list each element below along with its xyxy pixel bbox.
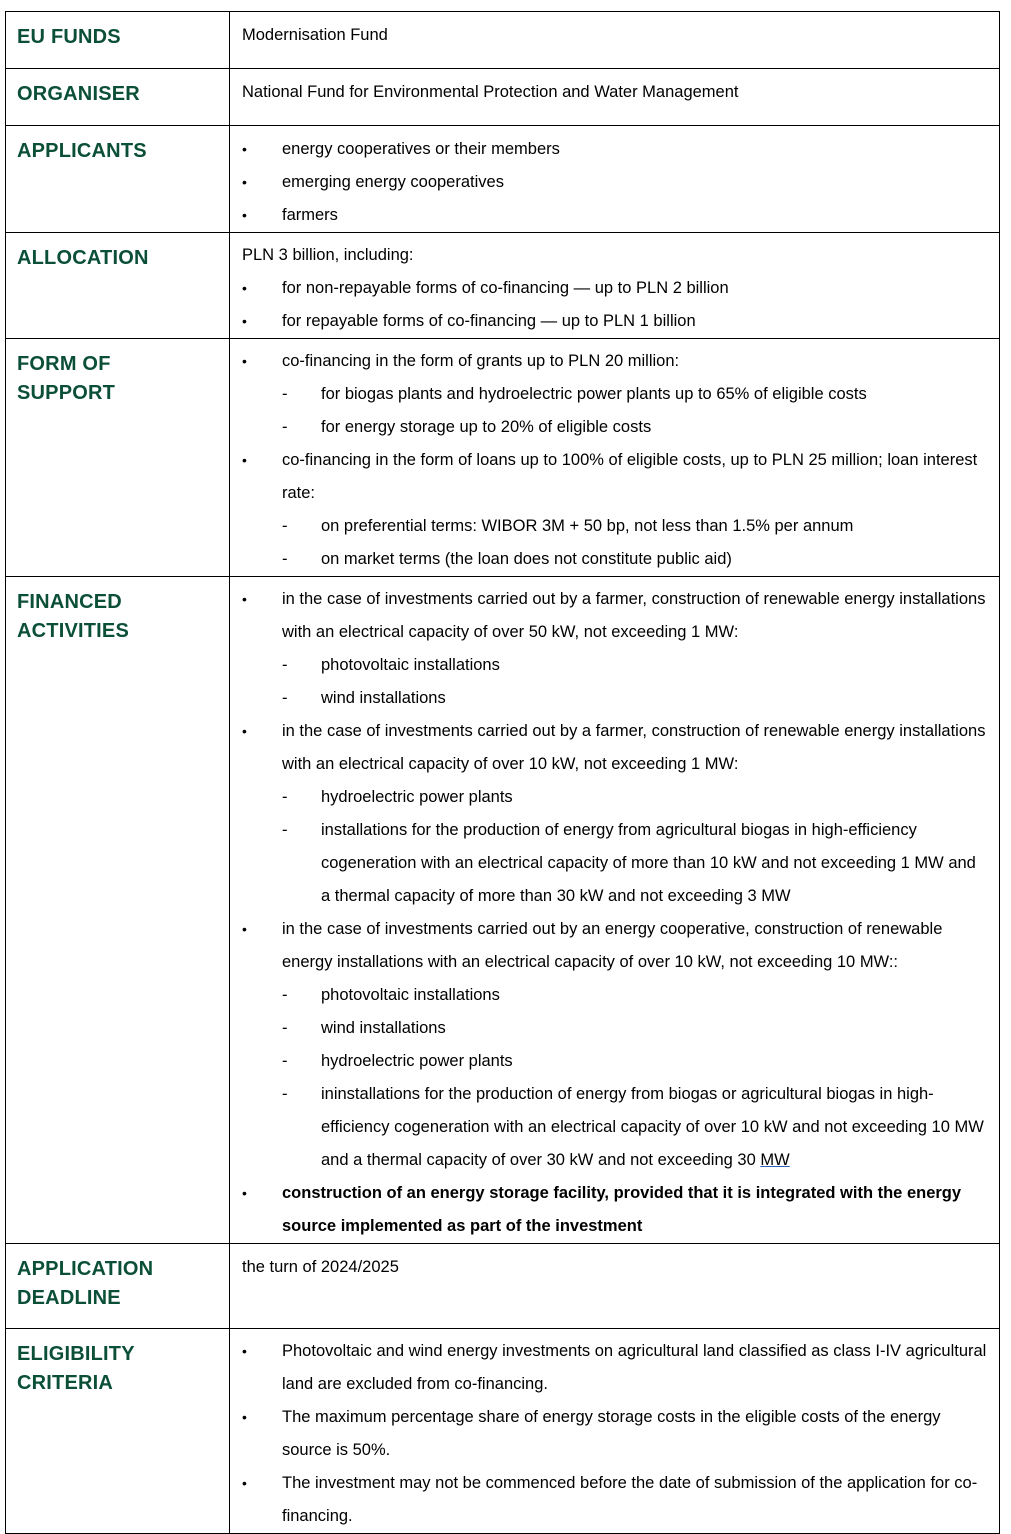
label-line: ACTIVITIES xyxy=(17,620,130,642)
sub-list-item xyxy=(282,979,987,1012)
sub-list-item xyxy=(282,1045,987,1078)
activity-sublist xyxy=(282,979,987,1177)
label-line: APPLICATION xyxy=(17,1258,154,1280)
list-item xyxy=(242,305,987,338)
sub-list-item xyxy=(282,1012,987,1045)
row-eligibility-criteria xyxy=(6,1329,1000,1534)
deadline-value: the turn of 2024/2025 xyxy=(242,1258,399,1276)
row-label-applicants: APPLICANTS xyxy=(17,140,147,162)
activity-sublist xyxy=(282,781,987,913)
label-cell xyxy=(6,1244,230,1329)
activity-text: in the case of investments carried out by a farmer, construction of renewable energy installations with an electrical capacity of over 50 kW, not exceeding 1 MW: xyxy=(282,590,986,641)
row-label-form-of-support xyxy=(17,350,218,408)
sub-list-item xyxy=(282,543,987,576)
bullet-marker: • xyxy=(242,174,247,190)
dash-marker: - xyxy=(282,418,288,436)
criterion-text: Photovoltaic and wind energy investments on agricultural land classified as class I-IV agricultural land are excluded from co-financing. xyxy=(282,1342,987,1393)
row-application-deadline xyxy=(6,1244,1000,1329)
sub-item-text: hydroelectric power plants xyxy=(321,788,513,806)
applicant-text: energy cooperatives or their members xyxy=(282,140,560,158)
row-label-eu-funds: EU FUNDS xyxy=(17,26,121,48)
sub-item-text: on preferential terms: WIBOR 3M + 50 bp, not less than 1.5% per annum xyxy=(321,517,854,535)
label-line: ELIGIBILITY xyxy=(17,1343,135,1365)
content-cell xyxy=(230,339,1000,577)
row-allocation xyxy=(6,233,1000,339)
list-item xyxy=(242,1177,987,1243)
label-line: CRITERIA xyxy=(17,1372,114,1394)
row-eu-funds xyxy=(6,12,1000,69)
list-item xyxy=(242,199,987,232)
activity-text: in the case of investments carried out by a farmer, construction of renewable energy installations with an electrical capacity of over 10 kW, not exceeding 1 MW: xyxy=(282,722,986,773)
label-cell xyxy=(6,1329,230,1534)
bullet-marker: • xyxy=(242,1185,247,1201)
content-cell xyxy=(230,1329,1000,1534)
activities-list xyxy=(242,577,987,1243)
programme-info-table xyxy=(5,11,1000,1534)
sub-item-text: wind installations xyxy=(321,1019,446,1037)
sub-list-item xyxy=(282,781,987,814)
activity-text-bold: construction of an energy storage facility, provided that it is integrated with the energy source implemented as part of the investment xyxy=(282,1184,962,1235)
support-text: co-financing in the form of loans up to 100% of eligible costs, up to PLN 25 million; loan interest rate: xyxy=(282,451,978,502)
organiser-value: National Fund for Environmental Protection and Water Management xyxy=(242,83,739,101)
row-applicants xyxy=(6,126,1000,233)
content-cell xyxy=(230,577,1000,1244)
support-text: co-financing in the form of grants up to PLN 20 million: xyxy=(282,352,680,370)
activity-sublist xyxy=(282,649,987,715)
list-item xyxy=(242,272,987,305)
list-item xyxy=(242,1467,987,1533)
applicants-list xyxy=(242,126,987,232)
dash-marker: - xyxy=(282,821,288,839)
list-item xyxy=(242,444,987,576)
row-label-allocation: ALLOCATION xyxy=(17,247,149,269)
bullet-marker: • xyxy=(242,141,247,157)
sub-item-text: for energy storage up to 20% of eligible costs xyxy=(321,418,652,436)
sub-list-item xyxy=(282,411,987,444)
label-cell xyxy=(6,69,230,126)
list-item xyxy=(242,1401,987,1467)
bullet-marker: • xyxy=(242,313,247,329)
list-item xyxy=(242,715,987,913)
label-line: FORM OF xyxy=(17,353,111,375)
bullet-marker: • xyxy=(242,1475,247,1491)
content-cell xyxy=(230,69,1000,126)
label-line: SUPPORT xyxy=(17,382,116,404)
row-label-organiser: ORGANISER xyxy=(17,83,140,105)
sub-item-text: installations for the production of energy from agricultural biogas in high-efficiency cogeneration with an electrical capacity of more than 10 kW and not exceeding 1 MW and a thermal capacity of more than 30 kW and not exceeding 3 MW xyxy=(321,821,976,905)
bullet-marker: • xyxy=(242,353,247,369)
sub-item-text: ininstallations for the production of energy from biogas or agricultural biogas in high-efficiency cogeneration with an electrical capacity of over 10 kW and not exceeding 10 MW and a thermal capacity of over 30 kW and not exceeding 30 xyxy=(321,1085,984,1169)
applicant-text: emerging energy cooperatives xyxy=(282,173,504,191)
sub-item-text: photovoltaic installations xyxy=(321,656,500,674)
dash-marker: - xyxy=(282,788,288,806)
support-sublist xyxy=(282,378,987,444)
support-list xyxy=(242,339,987,576)
dash-marker: - xyxy=(282,550,288,568)
sub-item-text: for biogas plants and hydroelectric power plants up to 65% of eligible costs xyxy=(321,385,867,403)
sub-list-item xyxy=(282,1078,987,1177)
bullet-marker: • xyxy=(242,452,247,468)
allocation-list xyxy=(242,272,987,338)
eligibility-list xyxy=(242,1329,987,1533)
content-cell xyxy=(230,126,1000,233)
allocation-text: for repayable forms of co-financing — up to PLN 1 billion xyxy=(282,312,696,330)
row-form-of-support xyxy=(6,339,1000,577)
applicant-text: farmers xyxy=(282,206,338,224)
label-cell xyxy=(6,233,230,339)
list-item xyxy=(242,345,987,444)
bullet-marker: • xyxy=(242,280,247,296)
dash-marker: - xyxy=(282,1019,288,1037)
row-label-financed-activities xyxy=(17,588,218,646)
criterion-text: The investment may not be commenced before the date of submission of the application for co-financing. xyxy=(282,1474,978,1525)
label-line: FINANCED xyxy=(17,591,122,613)
dash-marker: - xyxy=(282,986,288,1004)
sub-item-text: photovoltaic installations xyxy=(321,986,500,1004)
sub-item-text: hydroelectric power plants xyxy=(321,1052,513,1070)
bullet-marker: • xyxy=(242,207,247,223)
dash-marker: - xyxy=(282,385,288,403)
sub-list-item xyxy=(282,649,987,682)
dash-marker: - xyxy=(282,656,288,674)
dash-marker: - xyxy=(282,1052,288,1070)
content-cell xyxy=(230,1244,1000,1329)
list-item xyxy=(242,583,987,715)
list-item xyxy=(242,1335,987,1401)
list-item xyxy=(242,133,987,166)
label-cell xyxy=(6,126,230,233)
sub-list-item xyxy=(282,682,987,715)
unit-mw: MW xyxy=(760,1151,790,1169)
eu-funds-value: Modernisation Fund xyxy=(242,26,388,44)
bullet-marker: • xyxy=(242,723,247,739)
dash-marker: - xyxy=(282,1085,288,1103)
bullet-marker: • xyxy=(242,1409,247,1425)
dash-marker: - xyxy=(282,689,288,707)
sub-list-item xyxy=(282,378,987,411)
support-sublist xyxy=(282,510,987,576)
bullet-marker: • xyxy=(242,591,247,607)
bullet-marker: • xyxy=(242,1343,247,1359)
label-cell xyxy=(6,577,230,1244)
row-label-eligibility-criteria xyxy=(17,1340,218,1398)
content-cell xyxy=(230,12,1000,69)
row-organiser xyxy=(6,69,1000,126)
label-cell xyxy=(6,12,230,69)
content-cell xyxy=(230,233,1000,339)
label-cell xyxy=(6,339,230,577)
allocation-text: for non-repayable forms of co-financing — up to PLN 2 billion xyxy=(282,279,729,297)
label-line: DEADLINE xyxy=(17,1287,121,1309)
activity-text: in the case of investments carried out by an energy cooperative, construction of renewable energy installations with an electrical capacity of over 10 kW, not exceeding 10 MW:: xyxy=(282,920,943,971)
sub-item-text: on market terms (the loan does not constitute public aid) xyxy=(321,550,732,568)
list-item xyxy=(242,913,987,1177)
row-financed-activities xyxy=(6,577,1000,1244)
criterion-text: The maximum percentage share of energy storage costs in the eligible costs of the energy source is 50%. xyxy=(282,1408,941,1459)
sub-item-text: wind installations xyxy=(321,689,446,707)
bullet-marker: • xyxy=(242,921,247,937)
sub-list-item xyxy=(282,510,987,543)
list-item xyxy=(242,166,987,199)
sub-list-item xyxy=(282,814,987,913)
dash-marker: - xyxy=(282,517,288,535)
allocation-intro: PLN 3 billion, including: xyxy=(242,246,414,264)
row-label-application-deadline xyxy=(17,1255,218,1313)
